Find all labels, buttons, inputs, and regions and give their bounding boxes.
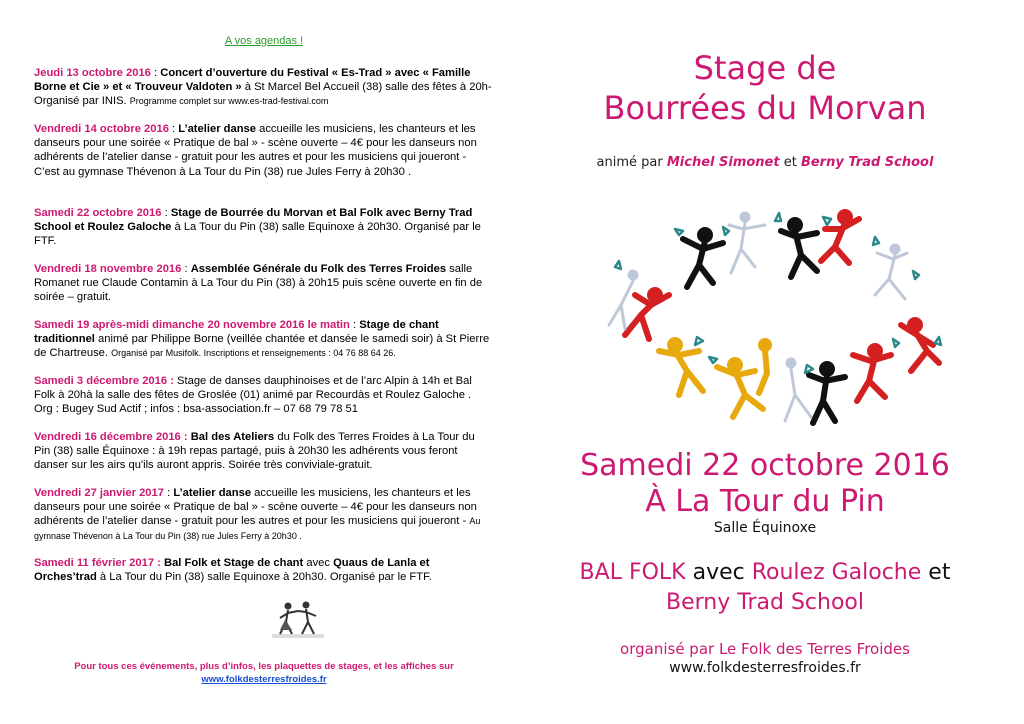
agenda-column xyxy=(34,0,494,724)
dancing-couple-illustration xyxy=(268,598,328,642)
website-url[interactable]: www.folkdesterresfroides.fr xyxy=(669,660,861,676)
agenda-entry: Vendredi 18 novembre 2016 : Assemblée Générale du Folk des Terres Froides salle Romanet rue Claude Contamin à La Tour du Pin (38) à 20h15 puis scène ouverte en fin de soirée – gratuit. xyxy=(34,263,483,304)
venue: Salle Équinoxe xyxy=(713,520,817,536)
poster-column xyxy=(540,0,990,724)
entry-date: Vendredi 18 novembre 2016 xyxy=(34,263,182,275)
entry-date: Samedi 3 décembre 2016 : xyxy=(34,375,174,387)
agenda-title: A vos agendas ! xyxy=(224,35,304,47)
agenda-footer xyxy=(34,660,494,686)
agenda-entry: Samedi 19 après-midi dimanche 20 novembre 2016 le matin : Stage de chant traditionnel animé par Philippe Borne (veillée chantée et dansée le samedi soir) à St Pierre de Chartreuse. Organisé par Musifolk. Inscriptions et renseignements : 04 76 88 64 26. xyxy=(34,319,490,360)
agenda-entry: Vendredi 14 octobre 2016 : L’atelier danse accueille les musiciens, les chanteurs et les danseurs pour une soirée « Pratique de bal » - scène ouverte – 4€ pour les danseurs non adhérents de l’atelier danse - gratuit pour les autres et pour les musiciens qui joueront - C’est au gymnase Thévenon à La Tour du Pin (38) rue Jules Ferry à 20h30 . xyxy=(34,123,477,178)
footer-link[interactable]: www.folkdesterresfroides.fr xyxy=(201,674,327,685)
bal-folk-line: BAL FOLK avec Roulez Galoche et Berny Trad School xyxy=(579,560,951,615)
agenda-entry: Jeudi 13 octobre 2016 : Concert d’ouverture du Festival « Es-Trad » avec « Famille Borne et Cie » et « Trouveur Valdoten » à St Marcel Bel Accueil (38) salle des fêtes à 20h- Organisé par INIS. Programme complet sur www.es-trad-festival.com xyxy=(34,67,492,108)
event-date: Samedi 22 octobre 2016 À La Tour du Pin xyxy=(580,448,950,519)
entry-date: Vendredi 14 octobre 2016 xyxy=(34,123,169,135)
footer-text: Pour tous ces événements, plus d’infos, les plaquettes de stages, et les affiches sur xyxy=(74,661,454,672)
agenda-entry: Samedi 11 février 2017 : Bal Folk et Stage de chant avec Quaus de Lanla et Orches’trad à La Tour du Pin (38) salle Equinoxe à 20h30. Organisé par le FTF. xyxy=(34,557,432,584)
entry-date: Samedi 22 octobre 2016 xyxy=(34,207,162,219)
agenda-entry: Samedi 3 décembre 2016 : Stage de danses dauphinoises et de l’arc Alpin à 14h et Bal Folk à 20hà la salle des fêtes de Groslée (01) animé par Recourdàs et Roulez Galoche . Org : Bugey Sud Actif ; infos : bsa-association.fr – 07 68 79 78 51 xyxy=(34,375,472,416)
entry-date: Vendredi 16 décembre 2016 : xyxy=(34,431,188,443)
animator-name: Michel Simonet xyxy=(666,155,780,170)
stage-title: Stage de Bourrées du Morvan xyxy=(603,49,927,127)
animated-by: animé par Michel Simonet et Berny Trad School xyxy=(596,155,934,170)
entry-date: Jeudi 13 octobre 2016 xyxy=(34,67,151,79)
animator-name: Berny Trad School xyxy=(800,155,934,170)
agenda-entry: Vendredi 27 janvier 2017 : L’atelier danse accueille les musiciens, les chanteurs et les danseurs pour une soirée « Pratique de bal » - scène ouverte – 4€ pour les danseurs non adhérents de l’atelier danse - gratuit pour les autres et pour les musiciens qui joueront - Au gymnase Thévenon à La Tour du Pin (38) rue Jules Ferry à 20h30 . xyxy=(34,487,481,541)
organizer: organisé par Le Folk des Terres Froides xyxy=(620,640,910,658)
agenda-entry: Samedi 22 octobre 2016 : Stage de Bourrée du Morvan et Bal Folk avec Berny Trad School et Roulez Galoche à La Tour du Pin (38) salle Equinoxe à 20h30. Organisé par le FTF. xyxy=(34,207,481,248)
dancers-circle-illustration xyxy=(595,195,955,447)
entry-date: Vendredi 27 janvier 2017 xyxy=(34,487,164,499)
entry-date: Samedi 11 février 2017 : xyxy=(34,557,161,569)
entry-date: Samedi 19 après-midi dimanche 20 novembre 2016 le matin xyxy=(34,319,350,331)
agenda-entry: Vendredi 16 décembre 2016 : Bal des Ateliers du Folk des Terres Froides à La Tour du Pin (38) salle Équinoxe : à 19h repas partagé, puis à 20h30 les adhérents vous feront danser sur les airs qu'ils auront appris. Soirée très conviviale-gratuit. xyxy=(34,431,475,472)
